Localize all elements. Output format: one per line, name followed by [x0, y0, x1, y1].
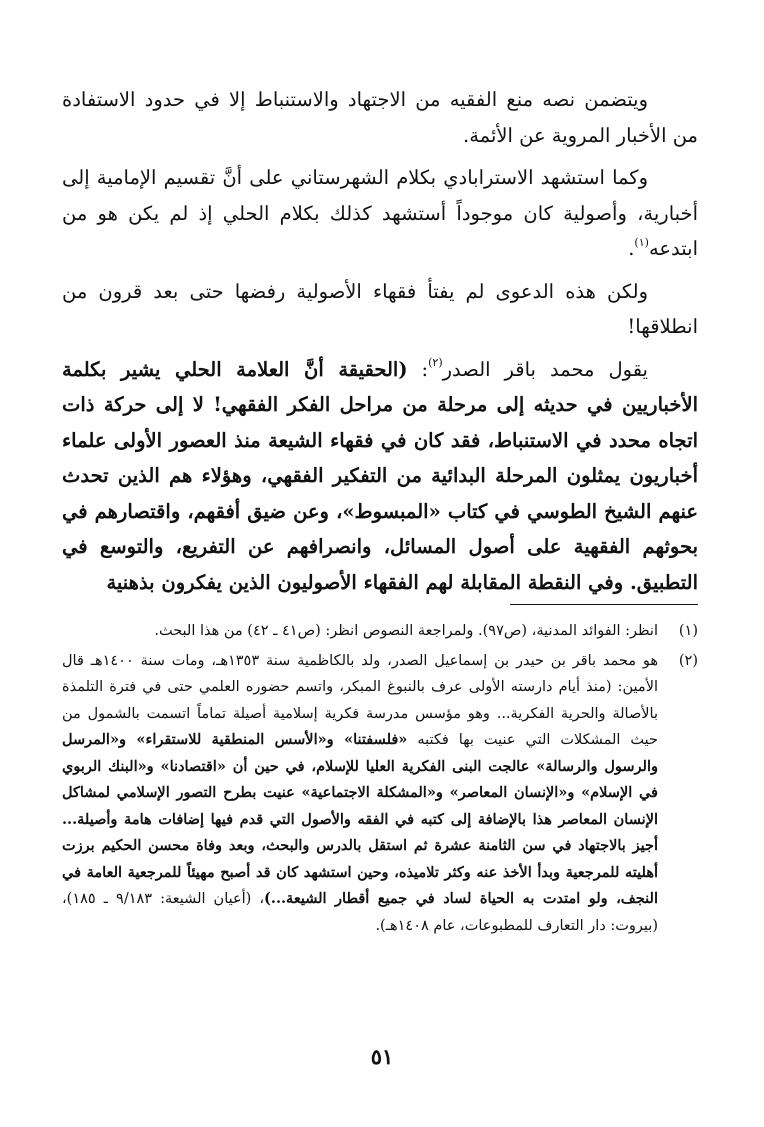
paragraph-4-colon: :	[407, 357, 429, 381]
paragraph-4-intro: يقول محمد باقر الصدر	[442, 357, 648, 381]
paragraph-3-text: ولكن هذه الدعوى لم يفتأ فقهاء الأصولية رفضها حتى بعد قرون من انطلاقها!	[62, 279, 698, 338]
paragraph-4-quote: (الحقيقة أنَّ العلامة الحلي يشير بكلمة الأخباريين في حديثه إلى مرحلة من مراحل الفكر الفقهي! لا إلى حركة ذات اتجاه محدد في الاستنباط، فقد كان في فقهاء الشيعة منذ العصور الأولى علماء أخباريون يمثلون المرحلة البدائية من التفكير الفقهي، وهؤلاء هم الذين تحدث عنهم الشيخ الطوسي في كتاب «المبسوط»، وعن ضيق أفقهم، واقتصارهم في بحوثهم الفقهية على أصول المسائل، وانصرافهم عن التفريع، والتوسع في التطبيق. وفي النقطة المقابلة لهم الفقهاء الأصوليون الذين يفكرون بذهنية	[62, 357, 698, 594]
footnote-2-text: هو محمد باقر بن حيدر بن إسماعيل الصدر، ولد بالكاظمية سنة ١٣٥٣هـ، ومات سنة ١٤٠٠هـ قال الأمين: (منذ أيام دارسته الأولى عرف بالنبوغ المبكر، واتسم حضوره العلمي حتى في فترة التلمذة بالأصالة والحرية الفكرية... وهو مؤسس مدرسة فكرية إسلامية أصيلة تماماً اتسمت بالشمول من حيث المشكلات التي عنيت بها فكتبه	[62, 652, 658, 748]
paragraph-3	[62, 274, 698, 345]
paragraph-2-text: وكما استشهد الاسترابادي بكلام الشهرستاني على أنَّ تقسيم الإمامية إلى أخبارية، وأصولية كان موجوداً أستشهد كذلك بكلام الحلي إذ لم يكن هو من ابتدعه	[62, 166, 698, 260]
footnote-2-citation: ، (أعيان الشيعة: ٩/١٨٣ ـ ١٨٥)، (بيروت: دار التعارف للمطبوعات، عام ١٤٠٨هـ).	[62, 891, 658, 934]
footnote-2-bold-text: «فلسفتنا» و«الأسس المنطقية للاستقراء» و«المرسل والرسول والرسالة» عالجت البنى الفكرية العليا للإسلام، في حين أن «اقتصادنا» و«البنك الربوي في الإسلام» و«الإنسان المعاصر» و«المشكلة الاجتماعية» عنيت بطرح التصور الإسلامي لمشاكل الإنسان المعاصر هذا بالإضافة إلى كتبه في الفقه والأصول التي قدم فيها إضافات هامة وأصيلة... أجيز بالاجتهاد في سن الثامنة عشرة ثم استقل بالدرس والبحث، وبعد وفاة محسن الحكيم برزت أهليته للمرجعية وبدأ الأخذ عنه وكثر تلاميذه، وحين استشهد كان قد أصبح مهيئاً للمرجعية العامة في النجف، ولو امتدت به الحياة لساد في جميع أقطار الشيعة...)	[62, 731, 658, 907]
footnote-1	[62, 618, 698, 645]
footnote-ref-1[interactable]: (١)	[634, 235, 649, 249]
footnotes	[62, 618, 698, 942]
paragraph-2	[62, 160, 698, 267]
footnote-2-number: (٢)	[678, 652, 698, 669]
footnote-2-body	[62, 648, 658, 940]
footnote-1-text: انظر: الفوائد المدنية، (ص٩٧). ولمراجعة النصوص انظر: (ص٤١ ـ ٤٢) من هذا البحث.	[154, 623, 658, 639]
paragraph-1-text: ويتضمن نصه منع الفقيه من الاجتهاد والاستنباط إلا في حدود الاستفادة من الأخبار المروية عن الأئمة.	[62, 88, 698, 147]
paragraph-2-end: .	[628, 237, 635, 260]
page-number: ٥١	[370, 1044, 394, 1069]
footnote-1-number: (١)	[678, 623, 698, 639]
footnote-ref-2[interactable]: (٢)	[428, 356, 443, 369]
paragraph-4	[62, 352, 698, 601]
footnote-separator	[510, 604, 698, 605]
paragraph-1	[62, 82, 698, 153]
main-text	[62, 82, 698, 600]
footnote-2	[62, 648, 698, 940]
